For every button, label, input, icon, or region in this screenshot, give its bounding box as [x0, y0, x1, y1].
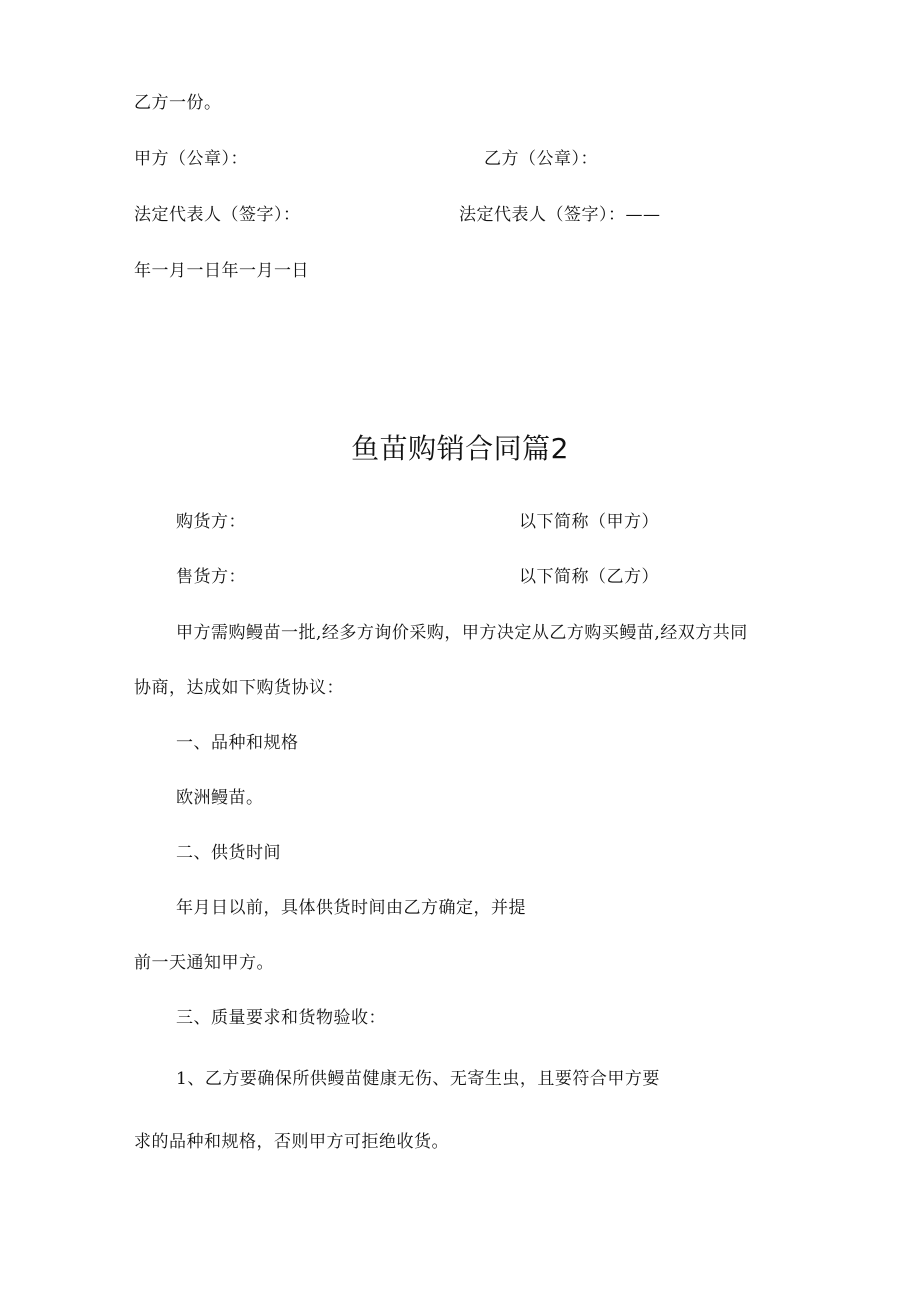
- section-2-heading: 二、供货时间: [176, 843, 281, 863]
- intro-paragraph-line-1: 甲方需购鳗苗一批,经多方询价采购，甲方决定从乙方购买鳗苗,经双方共同: [176, 623, 748, 643]
- section-2-line-2: 前一天通知甲方。: [134, 953, 274, 973]
- seller-alias: 以下简称（乙方）: [519, 567, 659, 587]
- section-3-item-1-line-2: 求的品种和规格，否则甲方可拒绝收货。: [134, 1132, 449, 1152]
- seller-label: 售货方：: [176, 567, 246, 587]
- party-b-seal-label: 乙方（公章）：: [484, 149, 598, 169]
- buyer-alias: 以下简称（甲方）: [519, 512, 659, 532]
- party-a-representative-label: 法定代表人（签字）：: [134, 205, 301, 225]
- party-b-representative-label: 法定代表人（签字）：——: [459, 205, 661, 225]
- signature-dates: 年一月一日年一月一日: [134, 261, 309, 281]
- contract-title: 鱼苗购销合同篇2: [351, 432, 569, 465]
- buyer-label: 购货方：: [176, 512, 246, 532]
- intro-paragraph-line-2: 协商，达成如下购货协议：: [134, 678, 344, 698]
- section-1-body: 欧洲鳗苗。: [176, 788, 264, 808]
- section-3-heading: 三、质量要求和货物验收：: [176, 1008, 386, 1028]
- closing-copies-line: 乙方一份。: [134, 93, 222, 113]
- section-2-line-1: 年月日以前，具体供货时间由乙方确定，并提: [176, 898, 526, 918]
- section-3-item-1-line-1: 1、乙方要确保所供鳗苗健康无伤、无寄生虫，且要符合甲方要: [176, 1069, 660, 1089]
- party-a-seal-label: 甲方（公章）：: [134, 149, 248, 169]
- section-1-heading: 一、品种和规格: [176, 733, 299, 753]
